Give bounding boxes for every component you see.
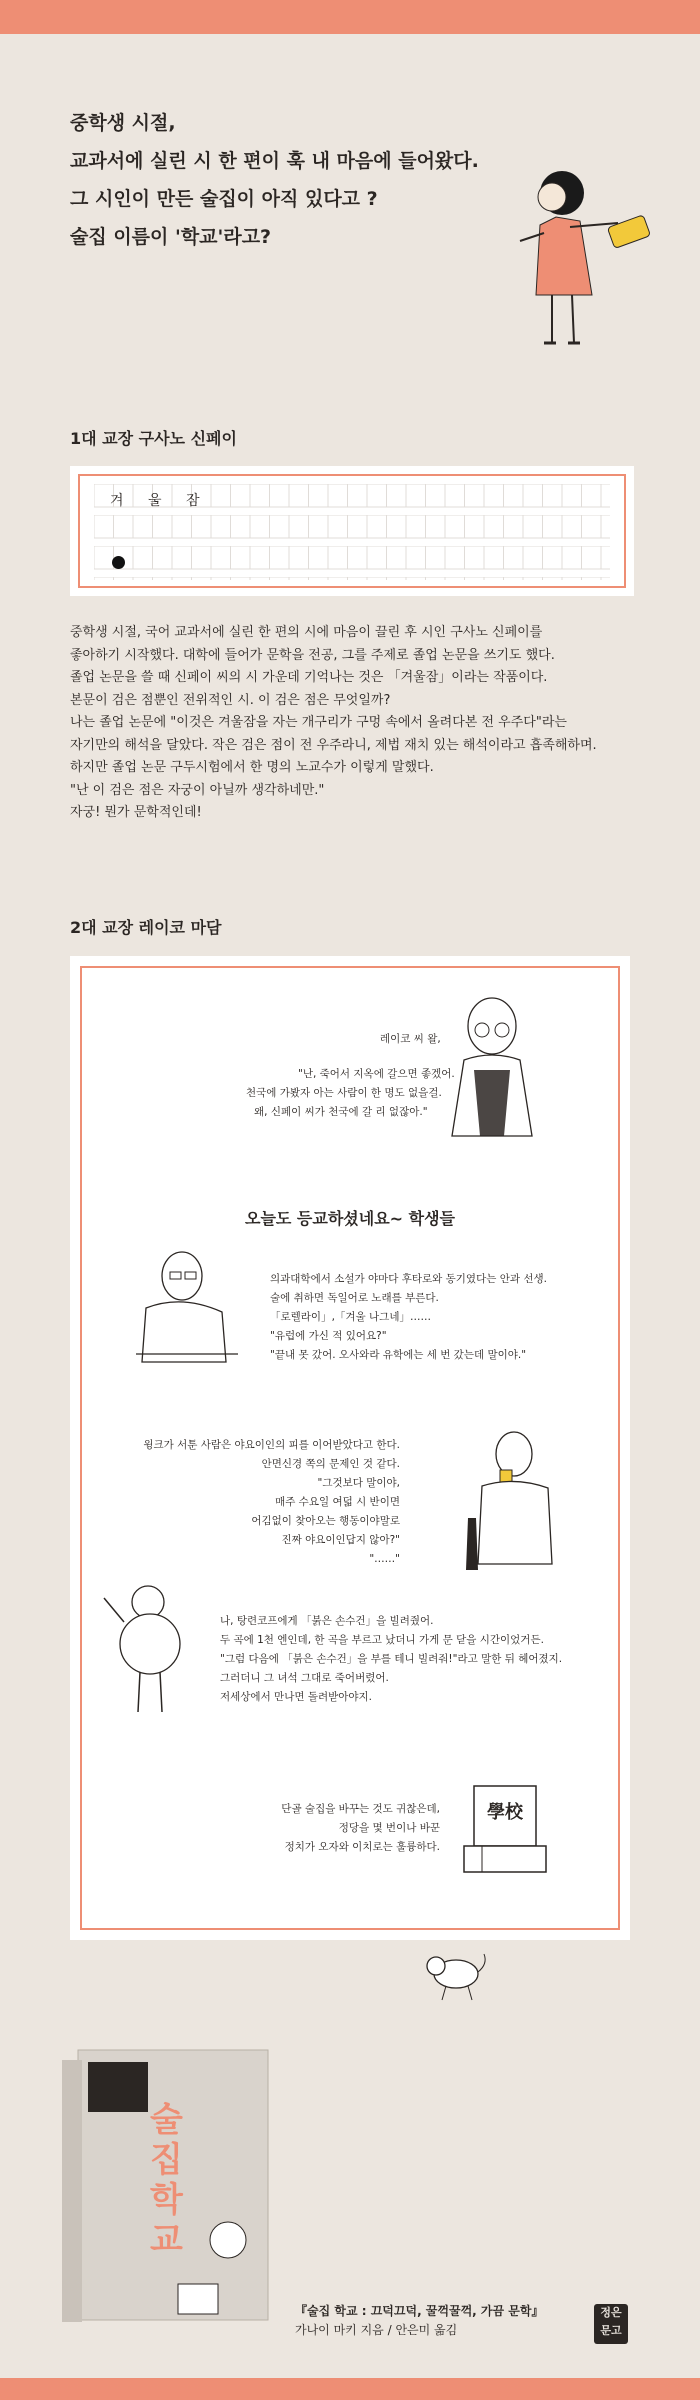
poem-title: 겨 울 잠	[110, 493, 210, 509]
bottom-accent-bar	[0, 2378, 700, 2400]
cat-illustration	[420, 1944, 490, 2004]
drinker-line: 매주 수요일 여덟 시 반이면	[275, 1496, 400, 1508]
paragraph-line: 중학생 시절, 국어 교과서에 실린 한 편의 시에 마음이 끌린 후 시인 구사노 신페이를	[70, 625, 543, 640]
intro-line: 중학생 시절,	[70, 112, 176, 134]
school-sign-text: 學校	[487, 1802, 523, 1823]
sign-line: 정치가 오자와 이치로는 훌륭하다.	[284, 1841, 440, 1853]
drinker-line: 진짜 야요이인답지 않아?"	[281, 1534, 400, 1546]
drinker-line: 안면신경 쪽의 문제인 것 같다.	[261, 1458, 400, 1470]
paragraph-line: 좋아하기 시작했다. 대학에 들어가 문학을 전공, 그를 주제로 졸업 논문을 쓰기도 했다.	[70, 647, 555, 663]
first-principal-paragraph	[70, 622, 670, 825]
drinker-story	[110, 1436, 400, 1569]
manuscript-grid-frame	[78, 474, 626, 588]
sign-line: 정당을 몇 번이나 바꾼	[338, 1822, 440, 1834]
paragraph-line: "난 이 검은 점은 자궁이 아닐까 생각하네만."	[70, 782, 325, 798]
book-caption	[295, 2302, 543, 2340]
intro-line: 교과서에 실린 시 한 편이 훅 내 마음에 들어왔다.	[70, 150, 479, 172]
intro-line: 그 시인이 만든 술집이 아직 있다고 ?	[70, 188, 378, 210]
headline-students: 오늘도 등교하셨네요~ 학생들	[244, 1209, 456, 1228]
section-title-second-principal: 2대 교장 레이코 마담	[70, 918, 222, 937]
singer-illustration	[94, 1572, 204, 1722]
book-cover	[58, 2040, 280, 2330]
reiko-line: 천국에 가봤자 아는 사람이 한 명도 없을걸.	[246, 1087, 442, 1099]
drinker-line: 윙크가 서툰 사람은 야요이인의 피를 이어받았다고 한다.	[143, 1439, 400, 1451]
top-accent-bar	[0, 0, 700, 34]
drinker-line: "그것보다 말이야,	[317, 1477, 400, 1489]
book-caption-title: 『술집 학교 : 끄덕끄덕, 꿀꺽꿀꺽, 가끔 문학』	[295, 2304, 544, 2318]
reiko-line: "난, 죽어서 지옥에 갈으면 좋겠어.	[298, 1068, 455, 1080]
reiko-line: 레이코 씨 왈,	[380, 1033, 441, 1045]
drinker-illustration	[458, 1424, 568, 1574]
drinker-line: 어김없이 찾아오는 행동이야말로	[251, 1515, 400, 1527]
doctor-line: "유럽에 가신 적 있어요?"	[270, 1330, 387, 1342]
intro-text	[70, 104, 530, 256]
publisher-logo: 정은 문고	[594, 2304, 628, 2344]
section-title-first-principal: 1대 교장 구사노 신페이	[70, 429, 237, 448]
paragraph-line: 자기만의 해석을 달았다. 작은 검은 점이 전 우주라니, 제법 재치 있는 해석이라고 흡족해하며.	[70, 737, 597, 753]
doctor-line: "끝내 못 갔어. 오사와라 유학에는 세 번 갔는데 말이야."	[270, 1349, 527, 1361]
singer-line: "그럼 다음에 「붉은 손수건」을 부를 테니 빌려줘!"라고 말한 뒤 헤어졌지.	[220, 1653, 563, 1665]
poem-black-dot	[112, 556, 125, 569]
reiko-line: 왜, 신페이 씨가 천국에 갈 리 없잖아."	[254, 1106, 428, 1118]
doctor-line: 의과대학에서 소설가 야마다 후타로와 동기였다는 안과 선생.	[270, 1273, 547, 1285]
manuscript-grid	[70, 466, 634, 596]
drinker-line: "……"	[369, 1553, 400, 1565]
paragraph-line: 졸업 논문을 쓸 때 신페이 씨의 시 가운데 기억나는 것은 「겨울잠」이라는 작품이다.	[70, 670, 548, 685]
girl-illustration	[500, 155, 680, 375]
paragraph-line: 자궁! 뭔가 문학적인데!	[70, 805, 202, 820]
paragraph-line: 본문이 검은 점뿐인 전위적인 시. 이 검은 점은 무엇일까?	[70, 692, 391, 708]
school-sign-illustration	[460, 1782, 550, 1878]
doctor-story	[270, 1270, 547, 1365]
sign-line: 단골 술집을 바꾸는 것도 귀찮은데,	[281, 1803, 440, 1815]
intro-line: 술집 이름이 '학교'라고?	[70, 226, 272, 248]
reiko-quote	[210, 1030, 455, 1122]
singer-line: 나, 탕련코프에게 「붉은 손수건」을 빌려줬어.	[220, 1615, 434, 1627]
paragraph-line: 하지만 졸업 논문 구두시험에서 한 명의 노교수가 이렇게 말했다.	[70, 760, 434, 775]
book-cover-title: 술집 학교	[150, 2100, 183, 2260]
paragraph-line: 나는 졸업 논문에 "이것은 겨울잠을 자는 개구리가 구멍 속에서 올려다본 전 우주다"라는	[70, 715, 567, 730]
sign-story	[180, 1800, 440, 1857]
singer-line: 저세상에서 만나면 돌려받아야지.	[220, 1691, 373, 1703]
singer-line: 두 곡에 1천 엔인데, 한 곡을 부르고 났더니 가게 문 닫을 시간이었거든.	[220, 1634, 544, 1646]
book-caption-author: 가나이 마키 지음 / 안은미 옮김	[295, 2323, 458, 2337]
doctor-line: 술에 취하면 독일어로 노래를 부른다.	[270, 1292, 439, 1304]
illustration-panel	[70, 956, 630, 1940]
reiko-illustration	[442, 990, 542, 1140]
school-sign-drawing	[460, 1782, 550, 1878]
doctor-illustration	[126, 1242, 246, 1372]
singer-line: 그러더니 그 녀석 그대로 죽어버렸어.	[220, 1672, 389, 1684]
singer-story	[220, 1612, 562, 1707]
doctor-line: 「로렐라이」,「겨울 나그네」……	[270, 1311, 431, 1323]
